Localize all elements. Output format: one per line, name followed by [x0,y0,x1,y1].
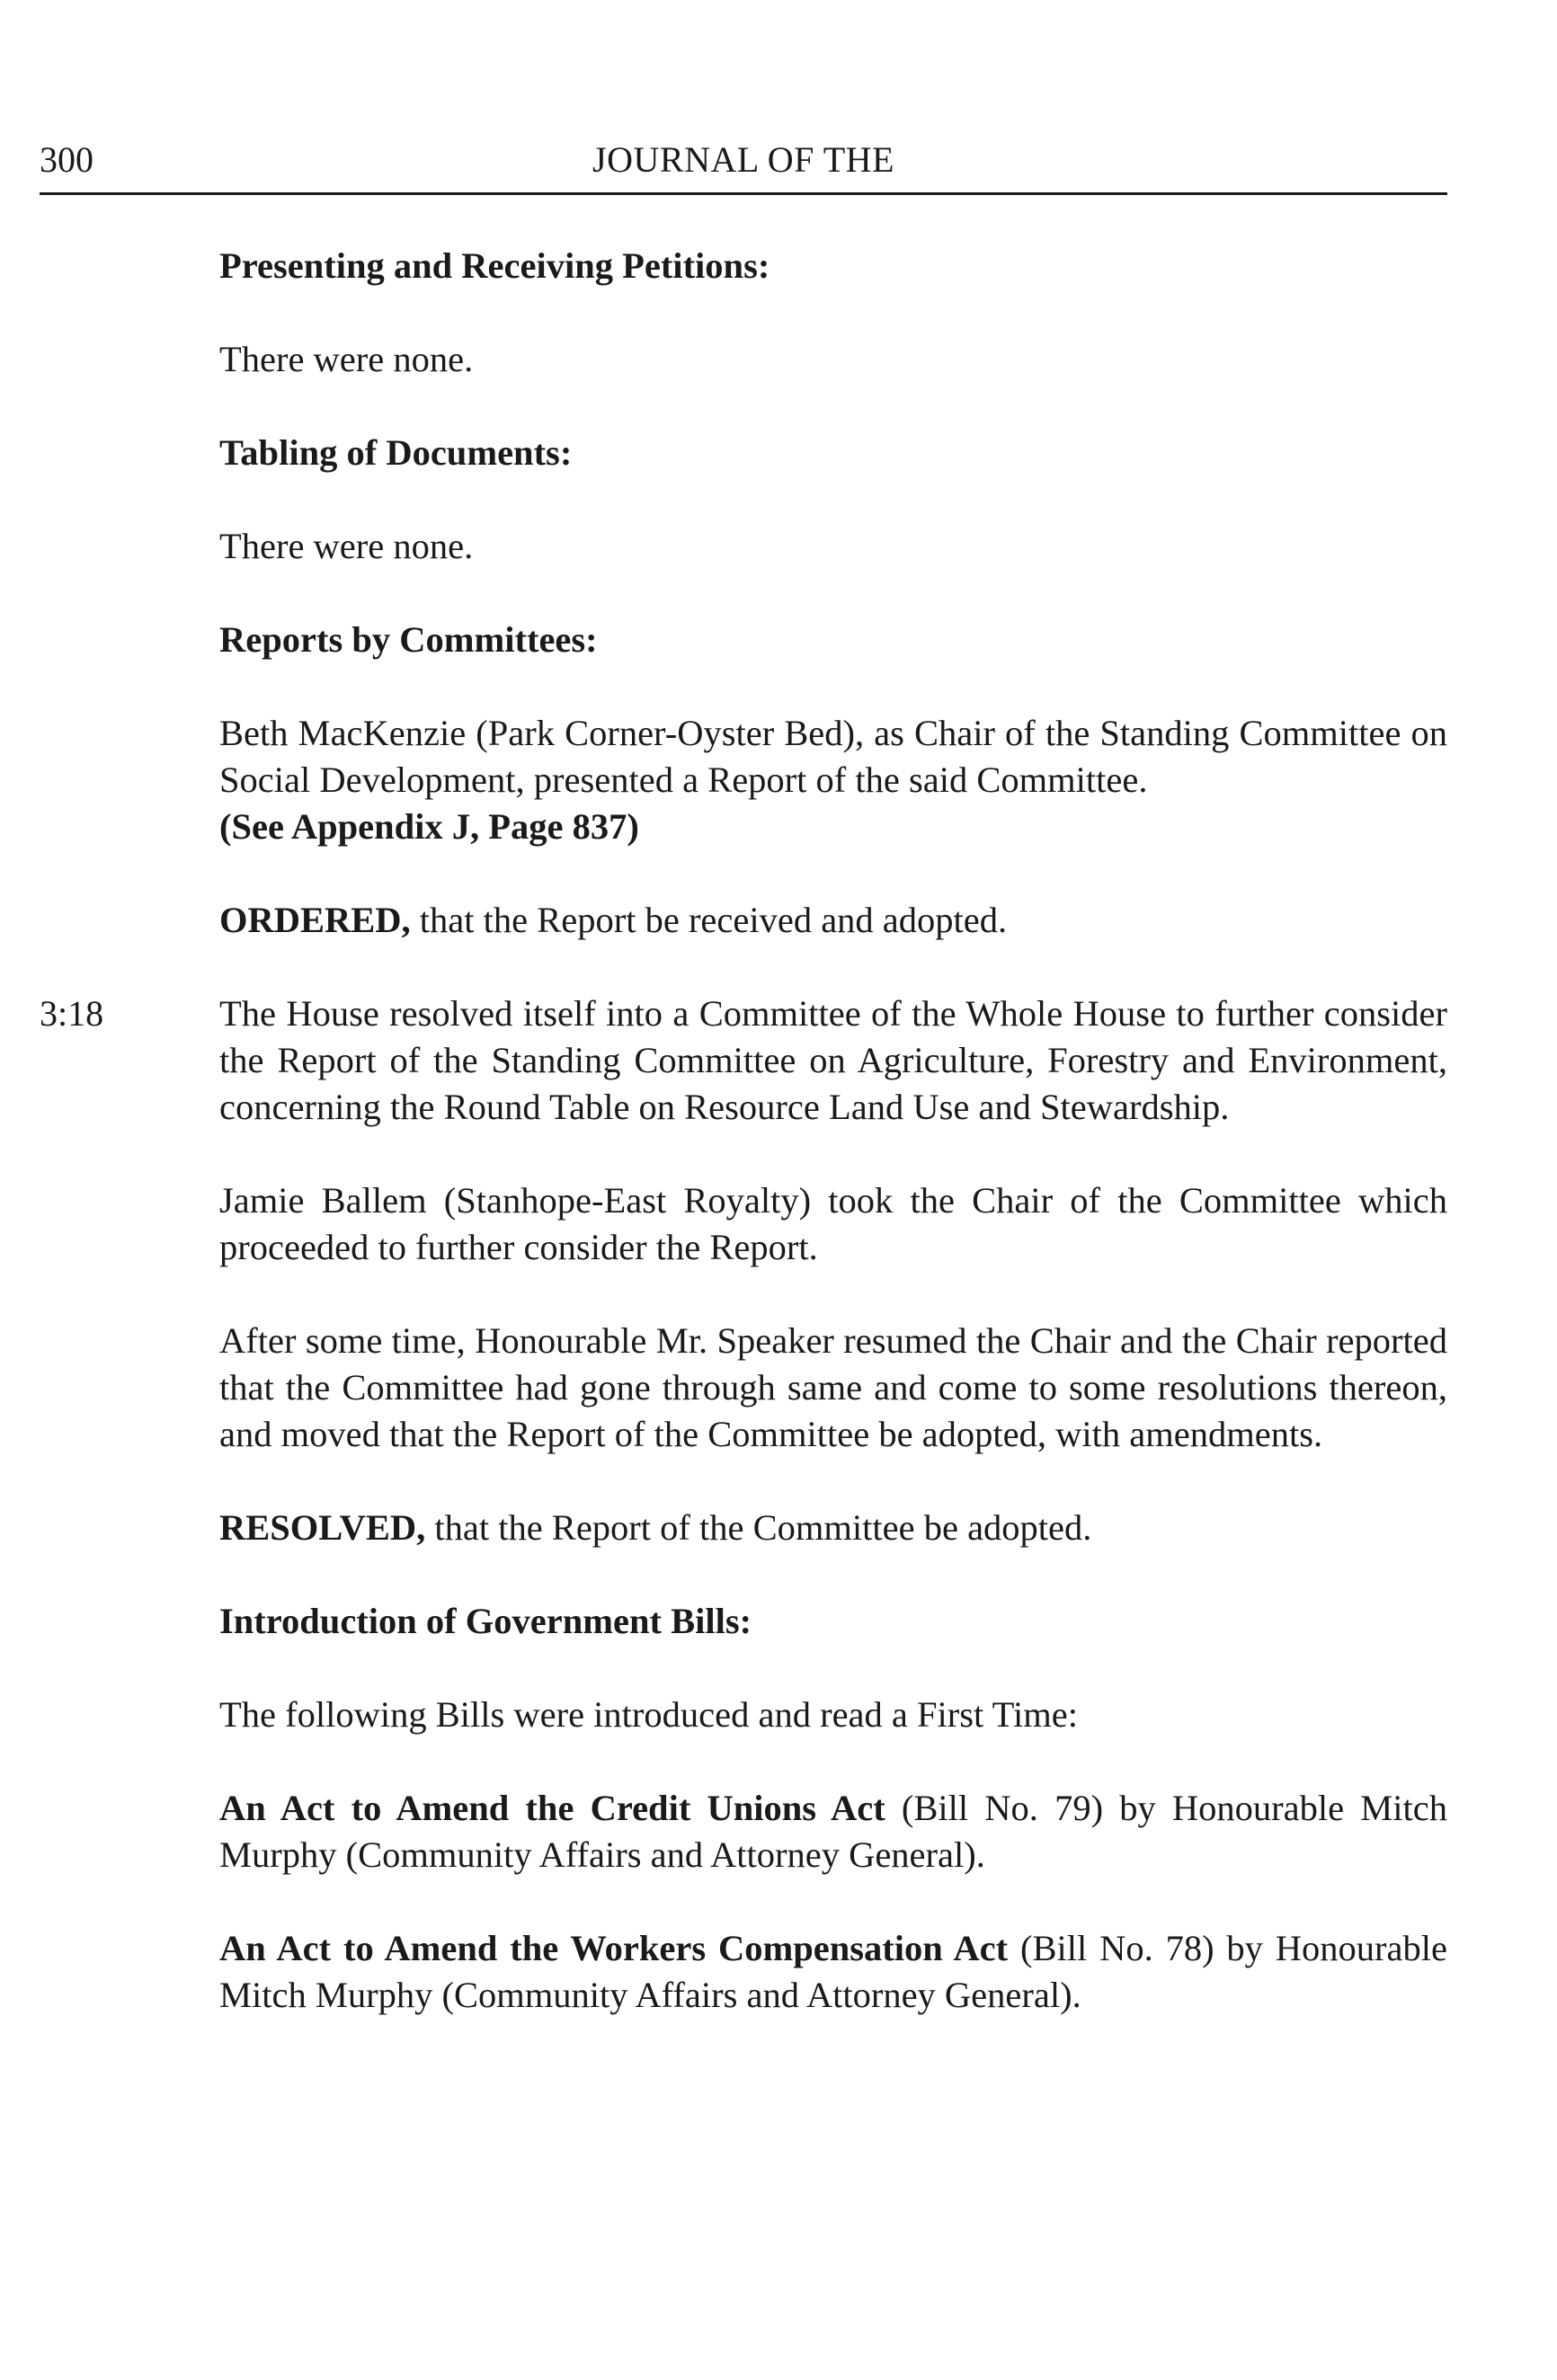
page-body [40,243,1448,2065]
appendix-reference-text: (See Appendix J, Page 837) [219,806,639,847]
government-bills-intro: The following Bills were introduced and read a First Time: [219,1694,1078,1735]
running-head: JOURNAL OF THE [592,139,894,180]
bill-entry [219,1925,1447,2019]
page-header [40,135,1447,195]
bill-details: (Bill No. 78) by Honourable Mitch Murphy (Community Affairs and Attorney General). [219,1928,1447,2015]
resolved-label: RESOLVED, [219,1507,426,1548]
government-bills-heading: Introduction of Government Bills: [219,1601,752,1641]
ordered-statement [219,897,1447,944]
tabling-text: There were none. [219,526,474,566]
resolved-statement [219,1505,1447,1551]
time-marker: 3:18 [40,993,104,1034]
petitions-heading: Presenting and Receiving Petitions: [219,245,770,286]
speaker-paragraph: After some time, Honourable Mr. Speaker resumed the Chair and the Chair reported that the Committee had gone through same and come to some resolutions thereon, and moved that the Report of the Committee be adopted, with amendments. [219,1320,1447,1454]
appendix-reference [219,804,1447,850]
ordered-label: ORDERED, [219,900,411,940]
bill-entry [219,1785,1447,1878]
committee-whole-paragraph [40,990,1447,1131]
reports-paragraph-block [219,710,1447,850]
page-number: 300 [40,139,93,180]
bill-details: (Bill No. 79) by Honourable Mitch Murphy (Community Affairs and Attorney General). [219,1788,1448,1875]
reports-heading: Reports by Committees: [219,619,598,660]
chair-paragraph: Jamie Ballem (Stanhope-East Royalty) took the Chair of the Committee which proceeded to further consider the Report. [219,1180,1447,1267]
bill-title: An Act to Amend the Workers Compensation Act [219,1928,1009,1968]
reports-paragraph: Beth MacKenzie (Park Corner-Oyster Bed), as Chair of the Standing Committee on Social Development, presented a Report of the said Committee. [219,713,1447,800]
ordered-text: that the Report be received and adopted. [410,900,1008,940]
tabling-heading: Tabling of Documents: [219,432,573,473]
bill-title: An Act to Amend the Credit Unions Act [219,1788,885,1828]
resolved-text: that the Report of the Committee be adopted. [425,1507,1092,1548]
committee-whole-text: The House resolved itself into a Committee of the Whole House to further consider the Report of the Standing Committee on Agriculture, Forestry and Environment, concerning the Round Table on Resource Land Use and Stewardship. [219,993,1447,1127]
petitions-text: There were none. [219,339,474,379]
